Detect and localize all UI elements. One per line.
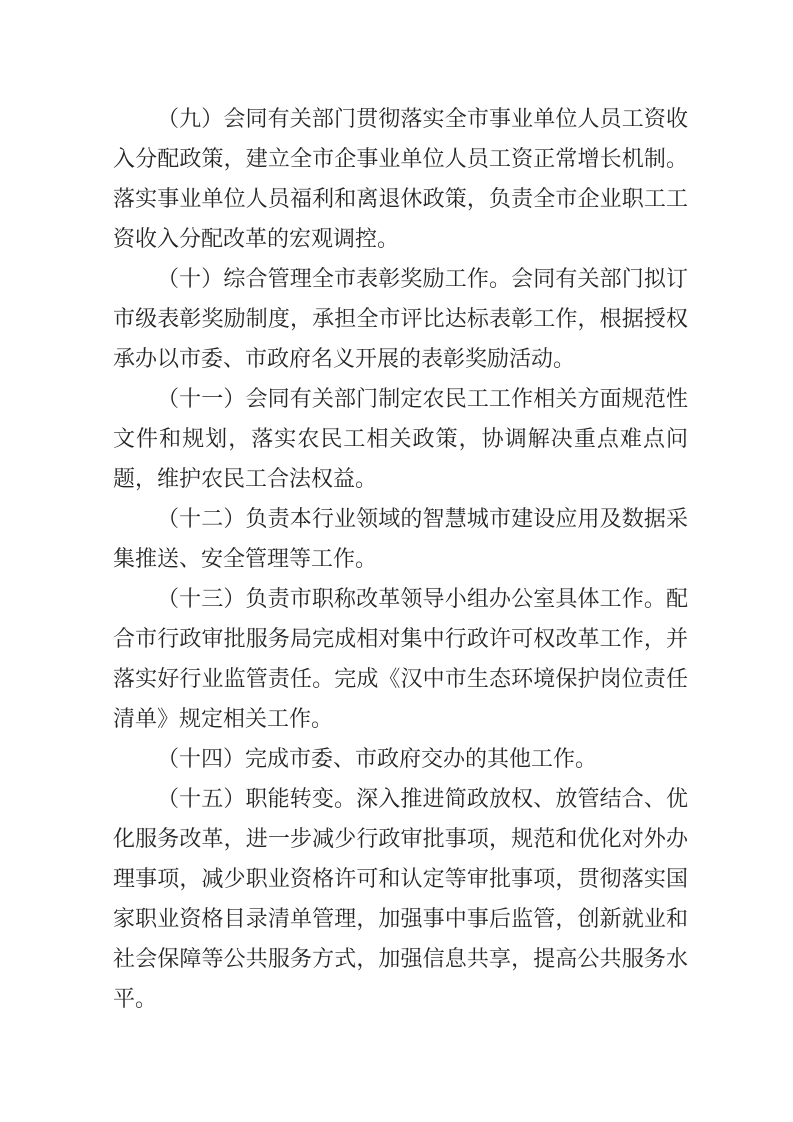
document-body	[113, 99, 688, 1019]
paragraph-item-10: （十）综合管理全市表彰奖励工作。会同有关部门拟订市级表彰奖励制度，承担全市评比达标表彰工作，根据授权承办以市委、市政府名义开展的表彰奖励活动。	[113, 266, 688, 371]
paragraph-item-14: （十四）完成市委、市政府交办的其他工作。	[157, 746, 598, 771]
paragraph-item-9: （九）会同有关部门贯彻落实全市事业单位人员工资收入分配政策，建立全市企事业单位人员工资正常增长机制。落实事业单位人员福利和离退休政策，负责全市企业职工工资收入分配改革的宏观调控。	[113, 106, 688, 251]
paragraph-item-13: （十三）负责市职称改革领导小组办公室具体工作。配合市行政审批服务局完成相对集中行政许可权改革工作，并落实好行业监管责任。完成《汉中市生态环境保护岗位责任清单》规定相关工作。	[113, 586, 688, 731]
paragraph-item-15: （十五）职能转变。深入推进简政放权、放管结合、优化服务改革，进一步减少行政审批事项，规范和优化对外办理事项，减少职业资格许可和认定等审批事项，贯彻落实国家职业资格目录清单管理，加强事中事后监管，创新就业和社会保障等公共服务方式，加强信息共享，提高公共服务水平。	[113, 786, 688, 1011]
paragraph-item-12: （十二）负责本行业领域的智慧城市建设应用及数据采集推送、安全管理等工作。	[113, 506, 688, 571]
paragraph-item-11: （十一）会同有关部门制定农民工工作相关方面规范性文件和规划，落实农民工相关政策，协调解决重点难点问题，维护农民工合法权益。	[113, 386, 688, 491]
